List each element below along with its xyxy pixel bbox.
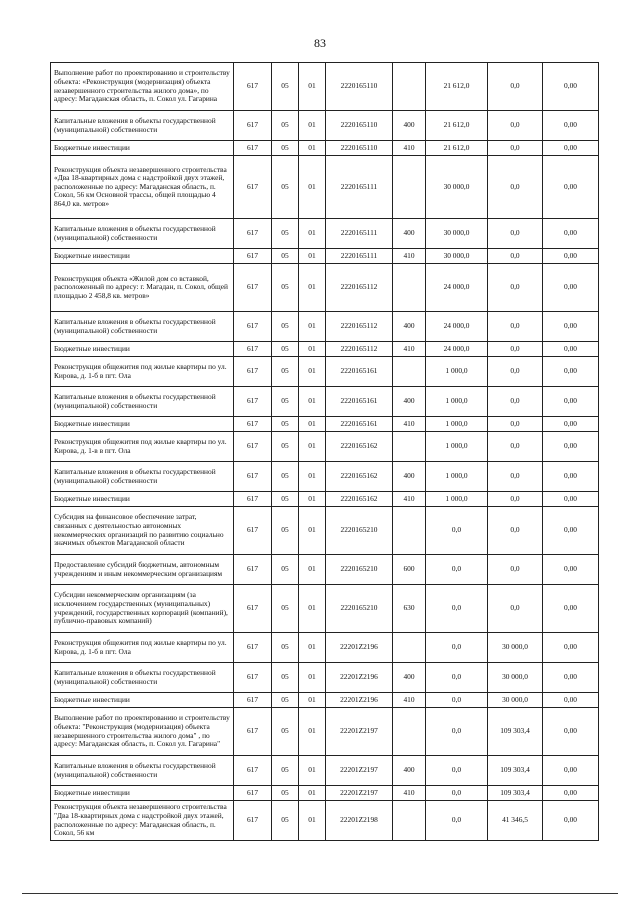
cell-name: Бюджетные инвестиции: [51, 693, 234, 708]
cell-csr: 2220165112: [326, 264, 393, 312]
cell-amount-2: 0,0: [488, 357, 543, 387]
cell-rz: 05: [272, 249, 299, 264]
cell-amount-3: 0,00: [543, 492, 599, 507]
cell-vr: [393, 432, 426, 462]
cell-amount-1: 1 000,0: [426, 492, 488, 507]
page-number: 83: [314, 36, 326, 50]
cell-amount-2: 0,0: [488, 219, 543, 249]
table-row: [51, 387, 599, 417]
cell-amount-2: 0,0: [488, 585, 543, 633]
cell-pr: 01: [299, 156, 326, 219]
cell-name: Реконструкция объекта незавершенного строительства «Два 18-квартирных дома с надстройкой двух этажей, расположенные по адресу: Магаданская область, п. Сокол, 56 км Основной трассы, общей площадью 4 864,0 кв. метров»: [51, 156, 234, 219]
cell-vr: 600: [393, 555, 426, 585]
cell-csr: 2220165111: [326, 219, 393, 249]
cell-amount-2: 0,0: [488, 63, 543, 111]
cell-csr: 2220165162: [326, 492, 393, 507]
cell-amount-3: 0,00: [543, 756, 599, 786]
cell-amount-1: 21 612,0: [426, 111, 488, 141]
cell-name: Выполнение работ по проектированию и строительству объекта: "Реконструкция (модернизация) объекта незавершенного строительства жилого дома" , по адресу: Магаданская область, п. Сокол ул. Гагарина": [51, 708, 234, 756]
cell-name: Реконструкция объекта «Жилой дом со вставкой, расположенный по адресу: г. Магадан, п. Сокол, общей площадью 2 458,8 кв. метров»: [51, 264, 234, 312]
cell-pr: 01: [299, 555, 326, 585]
cell-csr: 2220165111: [326, 156, 393, 219]
cell-amount-1: 30 000,0: [426, 249, 488, 264]
cell-amount-1: 21 612,0: [426, 141, 488, 156]
cell-amount-1: 1 000,0: [426, 387, 488, 417]
cell-pr: 01: [299, 312, 326, 342]
cell-csr: 2220165111: [326, 249, 393, 264]
cell-amount-3: 0,00: [543, 693, 599, 708]
cell-amount-3: 0,00: [543, 417, 599, 432]
cell-amount-3: 0,00: [543, 264, 599, 312]
cell-pr: 01: [299, 507, 326, 555]
cell-rz: 05: [272, 801, 299, 841]
cell-vr: [393, 801, 426, 841]
cell-pr: 01: [299, 357, 326, 387]
cell-csr: 2220165162: [326, 462, 393, 492]
cell-ved: 617: [234, 417, 272, 432]
cell-csr: 2220165162: [326, 432, 393, 462]
cell-ved: 617: [234, 342, 272, 357]
cell-rz: 05: [272, 756, 299, 786]
table-row: [51, 786, 599, 801]
cell-amount-3: 0,00: [543, 663, 599, 693]
cell-ved: 617: [234, 555, 272, 585]
cell-vr: [393, 507, 426, 555]
table-body: [51, 63, 599, 841]
cell-amount-3: 0,00: [543, 249, 599, 264]
cell-csr: 2220165110: [326, 63, 393, 111]
cell-amount-2: 30 000,0: [488, 693, 543, 708]
cell-ved: 617: [234, 156, 272, 219]
cell-csr: 22201Z2197: [326, 786, 393, 801]
cell-amount-1: 30 000,0: [426, 156, 488, 219]
table-row: [51, 585, 599, 633]
cell-amount-2: 0,0: [488, 141, 543, 156]
cell-pr: 01: [299, 786, 326, 801]
cell-amount-2: 0,0: [488, 417, 543, 432]
cell-vr: 410: [393, 141, 426, 156]
cell-csr: 2220165210: [326, 507, 393, 555]
cell-rz: 05: [272, 417, 299, 432]
cell-ved: 617: [234, 432, 272, 462]
cell-name: Бюджетные инвестиции: [51, 249, 234, 264]
bottom-rule: [22, 893, 618, 894]
cell-pr: 01: [299, 585, 326, 633]
cell-pr: 01: [299, 417, 326, 432]
cell-ved: 617: [234, 633, 272, 663]
cell-rz: 05: [272, 219, 299, 249]
table-row: [51, 492, 599, 507]
cell-ved: 617: [234, 141, 272, 156]
cell-name: Капитальные вложения в объекты государственной (муниципальной) собственности: [51, 219, 234, 249]
cell-vr: 410: [393, 786, 426, 801]
cell-amount-1: 0,0: [426, 756, 488, 786]
cell-name: Капитальные вложения в объекты государственной (муниципальной) собственности: [51, 312, 234, 342]
cell-csr: 22201Z2196: [326, 693, 393, 708]
cell-vr: 400: [393, 219, 426, 249]
cell-ved: 617: [234, 387, 272, 417]
cell-pr: 01: [299, 111, 326, 141]
cell-vr: [393, 156, 426, 219]
table-row: [51, 693, 599, 708]
cell-rz: 05: [272, 492, 299, 507]
cell-pr: 01: [299, 342, 326, 357]
cell-rz: 05: [272, 156, 299, 219]
cell-amount-2: 0,0: [488, 462, 543, 492]
cell-csr: 22201Z2196: [326, 663, 393, 693]
cell-amount-3: 0,00: [543, 633, 599, 663]
table-row: [51, 63, 599, 111]
cell-csr: 2220165161: [326, 387, 393, 417]
cell-name: Реконструкция общежития под жилые квартиры по ул. Кирова, д. 1-б в пгт. Ола: [51, 357, 234, 387]
cell-amount-1: 24 000,0: [426, 264, 488, 312]
cell-amount-1: 0,0: [426, 663, 488, 693]
cell-rz: 05: [272, 633, 299, 663]
cell-pr: 01: [299, 219, 326, 249]
cell-rz: 05: [272, 342, 299, 357]
cell-vr: [393, 63, 426, 111]
cell-vr: [393, 708, 426, 756]
cell-amount-1: 24 000,0: [426, 342, 488, 357]
cell-amount-2: 0,0: [488, 312, 543, 342]
cell-amount-1: 30 000,0: [426, 219, 488, 249]
cell-amount-1: 1 000,0: [426, 462, 488, 492]
cell-amount-1: 21 612,0: [426, 63, 488, 111]
cell-amount-1: 1 000,0: [426, 417, 488, 432]
cell-amount-3: 0,00: [543, 63, 599, 111]
cell-pr: 01: [299, 663, 326, 693]
cell-rz: 05: [272, 786, 299, 801]
table-row: [51, 432, 599, 462]
cell-csr: 2220165161: [326, 417, 393, 432]
cell-ved: 617: [234, 693, 272, 708]
cell-vr: 630: [393, 585, 426, 633]
cell-vr: 410: [393, 693, 426, 708]
cell-amount-2: 30 000,0: [488, 633, 543, 663]
cell-name: Предоставление субсидий бюджетным, автономным учреждениям и иным некоммерческим организациям: [51, 555, 234, 585]
cell-rz: 05: [272, 63, 299, 111]
cell-name: Реконструкция общежития под жилые квартиры по ул. Кирова, д. 1-б в пгт. Ола: [51, 633, 234, 663]
cell-name: Капитальные вложения в объекты государственной (муниципальной) собственности: [51, 111, 234, 141]
cell-rz: 05: [272, 141, 299, 156]
cell-ved: 617: [234, 663, 272, 693]
cell-csr: 2220165112: [326, 312, 393, 342]
cell-amount-3: 0,00: [543, 507, 599, 555]
cell-amount-3: 0,00: [543, 555, 599, 585]
table-row: [51, 264, 599, 312]
cell-amount-1: 0,0: [426, 585, 488, 633]
cell-amount-3: 0,00: [543, 801, 599, 841]
cell-amount-2: 0,0: [488, 387, 543, 417]
cell-csr: 22201Z2197: [326, 708, 393, 756]
cell-amount-3: 0,00: [543, 462, 599, 492]
cell-vr: 410: [393, 342, 426, 357]
cell-rz: 05: [272, 693, 299, 708]
table-row: [51, 633, 599, 663]
cell-amount-3: 0,00: [543, 585, 599, 633]
cell-pr: 01: [299, 693, 326, 708]
cell-vr: [393, 357, 426, 387]
cell-name: Бюджетные инвестиции: [51, 342, 234, 357]
cell-pr: 01: [299, 756, 326, 786]
cell-amount-2: 41 346,5: [488, 801, 543, 841]
cell-name: Бюджетные инвестиции: [51, 141, 234, 156]
cell-amount-2: 109 303,4: [488, 756, 543, 786]
cell-amount-1: 1 000,0: [426, 432, 488, 462]
cell-vr: 410: [393, 417, 426, 432]
cell-ved: 617: [234, 492, 272, 507]
cell-rz: 05: [272, 555, 299, 585]
cell-name: Бюджетные инвестиции: [51, 786, 234, 801]
cell-ved: 617: [234, 219, 272, 249]
cell-amount-3: 0,00: [543, 432, 599, 462]
cell-vr: [393, 264, 426, 312]
cell-vr: 400: [393, 387, 426, 417]
cell-amount-3: 0,00: [543, 342, 599, 357]
cell-ved: 617: [234, 786, 272, 801]
cell-csr: 2220165210: [326, 555, 393, 585]
cell-name: Капитальные вложения в объекты государственной (муниципальной) собственности: [51, 756, 234, 786]
cell-amount-3: 0,00: [543, 141, 599, 156]
cell-csr: 22201Z2197: [326, 756, 393, 786]
cell-rz: 05: [272, 312, 299, 342]
cell-ved: 617: [234, 507, 272, 555]
cell-rz: 05: [272, 111, 299, 141]
cell-csr: 2220165110: [326, 141, 393, 156]
cell-vr: 410: [393, 492, 426, 507]
table-row: [51, 141, 599, 156]
cell-pr: 01: [299, 492, 326, 507]
cell-pr: 01: [299, 462, 326, 492]
cell-csr: 2220165210: [326, 585, 393, 633]
cell-amount-1: 24 000,0: [426, 312, 488, 342]
cell-amount-1: 1 000,0: [426, 357, 488, 387]
cell-amount-2: 0,0: [488, 111, 543, 141]
cell-amount-3: 0,00: [543, 111, 599, 141]
cell-ved: 617: [234, 63, 272, 111]
cell-amount-2: 0,0: [488, 156, 543, 219]
cell-amount-2: 0,0: [488, 432, 543, 462]
cell-amount-3: 0,00: [543, 786, 599, 801]
table-row: [51, 312, 599, 342]
cell-amount-3: 0,00: [543, 219, 599, 249]
cell-name: Реконструкция общежития под жилые квартиры по ул. Кирова, д. 1-в в пгт. Ола: [51, 432, 234, 462]
cell-pr: 01: [299, 633, 326, 663]
cell-ved: 617: [234, 264, 272, 312]
cell-pr: 01: [299, 708, 326, 756]
cell-pr: 01: [299, 264, 326, 312]
cell-rz: 05: [272, 507, 299, 555]
table-row: [51, 756, 599, 786]
cell-ved: 617: [234, 756, 272, 786]
cell-vr: 400: [393, 663, 426, 693]
table-row: [51, 156, 599, 219]
cell-ved: 617: [234, 801, 272, 841]
cell-name: Капитальные вложения в объекты государственной (муниципальной) собственности: [51, 462, 234, 492]
cell-amount-2: 0,0: [488, 264, 543, 312]
cell-csr: 2220165161: [326, 357, 393, 387]
cell-name: Бюджетные инвестиции: [51, 492, 234, 507]
cell-rz: 05: [272, 432, 299, 462]
cell-pr: 01: [299, 63, 326, 111]
table-row: [51, 462, 599, 492]
cell-amount-2: 0,0: [488, 492, 543, 507]
cell-ved: 617: [234, 111, 272, 141]
cell-amount-2: 0,0: [488, 555, 543, 585]
cell-rz: 05: [272, 264, 299, 312]
cell-name: Выполнение работ по проектированию и строительству объекта: «Реконструкция (модернизация) объекта незавершенного строительства жилого дома», по адресу: Магаданская область, п. Сокол ул. Гагарина: [51, 63, 234, 111]
cell-csr: 22201Z2198: [326, 801, 393, 841]
cell-amount-2: 109 303,4: [488, 708, 543, 756]
cell-ved: 617: [234, 249, 272, 264]
cell-vr: 400: [393, 756, 426, 786]
cell-ved: 617: [234, 585, 272, 633]
table-row: [51, 507, 599, 555]
cell-rz: 05: [272, 387, 299, 417]
cell-amount-1: 0,0: [426, 708, 488, 756]
cell-name: Субсидия на финансовое обеспечение затрат, связанных с деятельностью автономных некоммерческих организаций по развитию социально значимых объектов Магаданской области: [51, 507, 234, 555]
cell-vr: 400: [393, 462, 426, 492]
cell-amount-1: 0,0: [426, 507, 488, 555]
table-row: [51, 249, 599, 264]
cell-csr: 2220165110: [326, 111, 393, 141]
cell-amount-3: 0,00: [543, 156, 599, 219]
cell-pr: 01: [299, 249, 326, 264]
cell-rz: 05: [272, 462, 299, 492]
cell-rz: 05: [272, 663, 299, 693]
cell-amount-1: 0,0: [426, 693, 488, 708]
table-row: [51, 219, 599, 249]
cell-amount-2: 0,0: [488, 342, 543, 357]
cell-amount-3: 0,00: [543, 357, 599, 387]
cell-name: Бюджетные инвестиции: [51, 417, 234, 432]
cell-amount-1: 0,0: [426, 786, 488, 801]
table-row: [51, 342, 599, 357]
table-row: [51, 708, 599, 756]
table-row: [51, 357, 599, 387]
cell-amount-1: 0,0: [426, 633, 488, 663]
cell-ved: 617: [234, 357, 272, 387]
cell-amount-2: 30 000,0: [488, 663, 543, 693]
cell-ved: 617: [234, 312, 272, 342]
cell-amount-2: 109 303,4: [488, 786, 543, 801]
cell-vr: 400: [393, 111, 426, 141]
table-row: [51, 417, 599, 432]
cell-amount-2: 0,0: [488, 507, 543, 555]
cell-amount-3: 0,00: [543, 387, 599, 417]
cell-pr: 01: [299, 801, 326, 841]
cell-pr: 01: [299, 432, 326, 462]
table-row: [51, 663, 599, 693]
cell-ved: 617: [234, 462, 272, 492]
cell-name: Реконструкция объекта незавершенного строительства "Два 18-квартирных дома с надстройкой двух этажей, расположенные по адресу: Магаданская область, п. Сокол, 56 км: [51, 801, 234, 841]
cell-amount-1: 0,0: [426, 555, 488, 585]
cell-rz: 05: [272, 585, 299, 633]
cell-vr: [393, 633, 426, 663]
cell-ved: 617: [234, 708, 272, 756]
cell-amount-1: 0,0: [426, 801, 488, 841]
cell-rz: 05: [272, 708, 299, 756]
table-row: [51, 801, 599, 841]
cell-name: Капитальные вложения в объекты государственной (муниципальной) собственности: [51, 387, 234, 417]
cell-pr: 01: [299, 387, 326, 417]
cell-pr: 01: [299, 141, 326, 156]
cell-amount-3: 0,00: [543, 312, 599, 342]
cell-name: Капитальные вложения в объекты государственной (муниципальной) собственности: [51, 663, 234, 693]
cell-csr: 2220165112: [326, 342, 393, 357]
cell-rz: 05: [272, 357, 299, 387]
cell-amount-2: 0,0: [488, 249, 543, 264]
cell-vr: 400: [393, 312, 426, 342]
cell-amount-3: 0,00: [543, 708, 599, 756]
cell-csr: 22201Z2196: [326, 633, 393, 663]
table-row: [51, 111, 599, 141]
table-row: [51, 555, 599, 585]
budget-table: [50, 62, 599, 841]
cell-vr: 410: [393, 249, 426, 264]
cell-name: Субсидии некоммерческим организациям (за исключением государственных (муниципальных) учреждений, государственных корпораций (компаний), публично-правовых компаний): [51, 585, 234, 633]
